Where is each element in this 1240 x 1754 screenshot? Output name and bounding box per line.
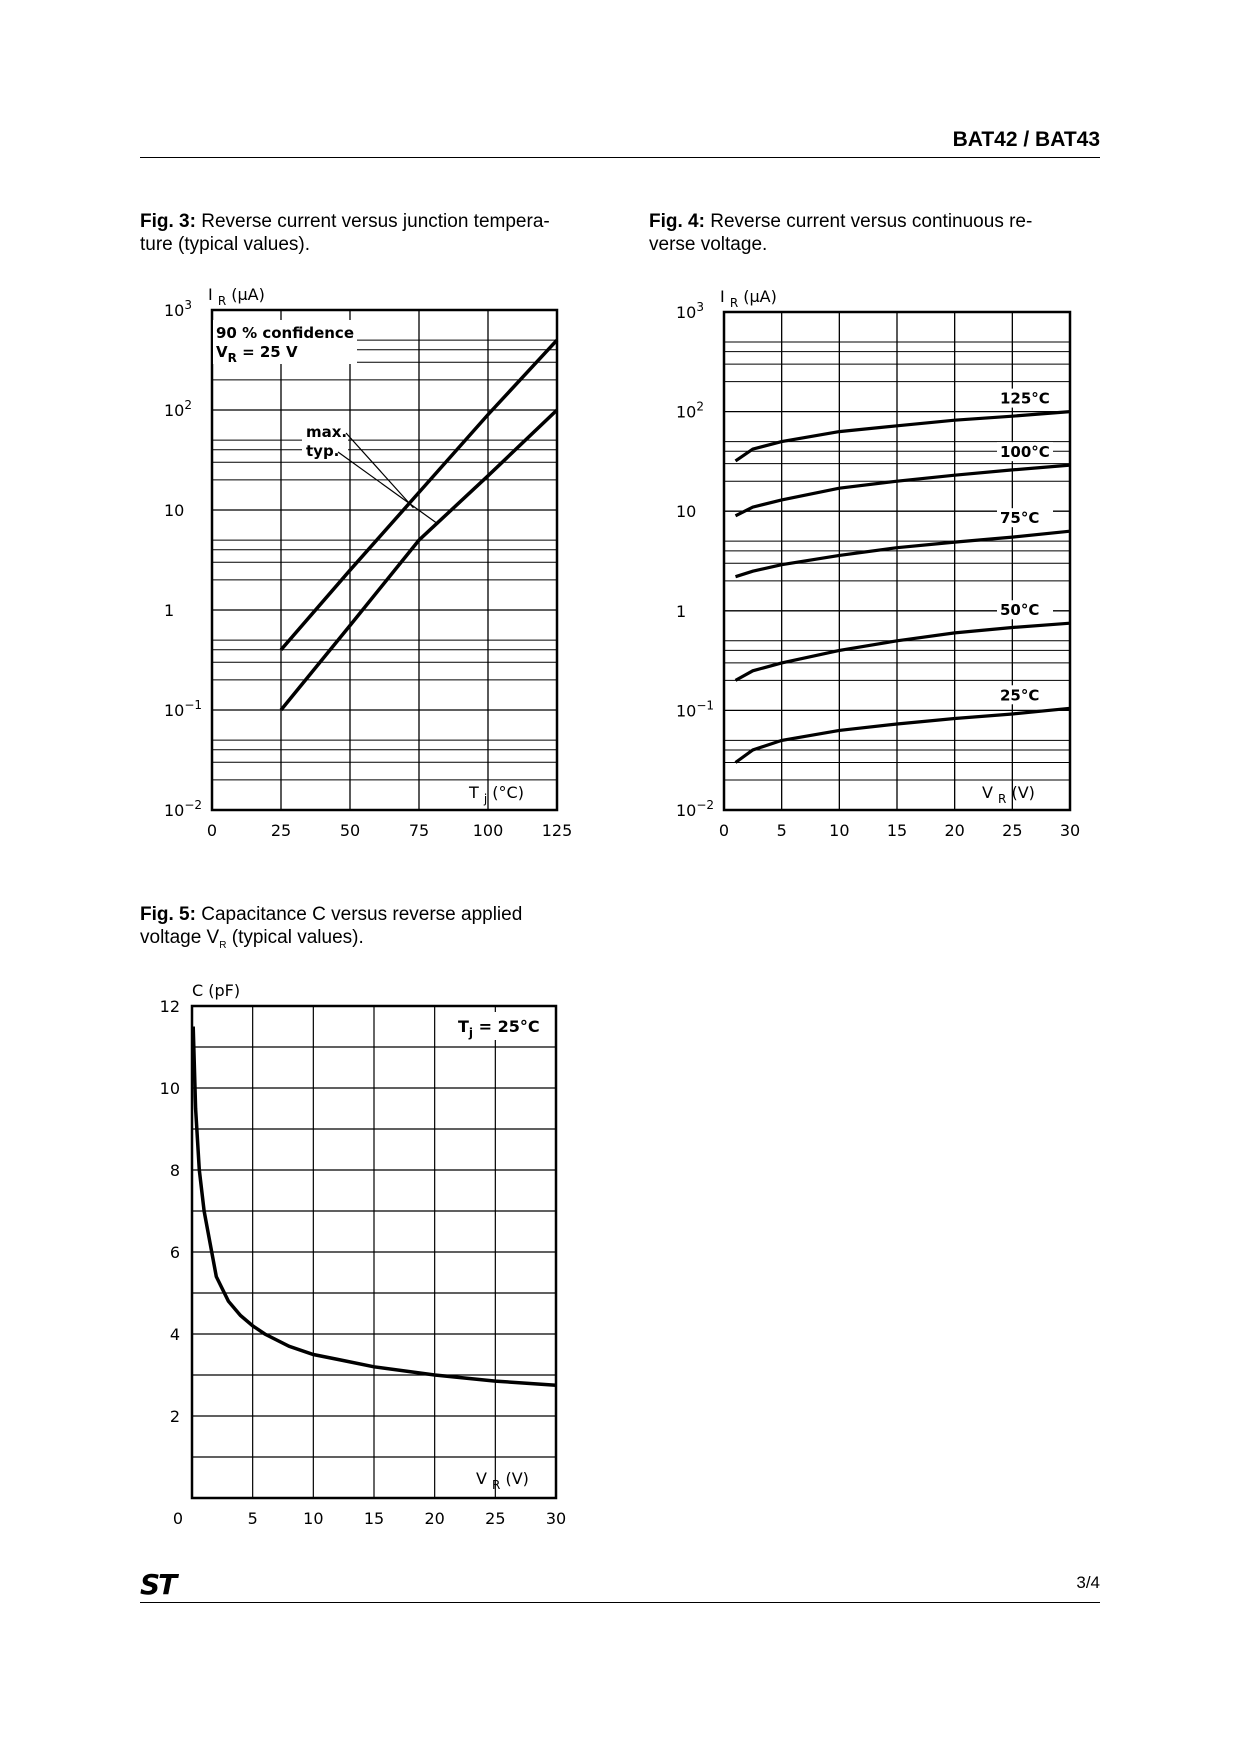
- fig4-series-4-label: 25°C: [1000, 686, 1040, 705]
- fig5-caption-subscript: R: [219, 939, 227, 951]
- fig3-x-tick-label: 0: [206, 821, 218, 840]
- st-logo-text: ST: [140, 1568, 176, 1601]
- fig3-label-max: max.: [306, 423, 348, 441]
- fig5-caption-line2b: (typical values).: [226, 927, 364, 948]
- fig4-series-2-line: [736, 531, 1071, 577]
- fig5-y-axis-label: C (pF): [192, 981, 241, 1000]
- fig4-caption: [649, 210, 1097, 256]
- fig4-chart: [660, 280, 1100, 840]
- fig3-annotation-confidence: 90 % confidence: [216, 324, 354, 342]
- fig3-x-tick-label: 100: [472, 821, 504, 840]
- fig5-y-tick-label: 8: [169, 1161, 180, 1180]
- fig4-y-tick-label: $10^3$: [676, 300, 704, 322]
- fig3-chart: [140, 280, 580, 840]
- fig3-x-tick-label: 50: [339, 821, 361, 840]
- fig3-y-tick-label: 1: [164, 601, 175, 620]
- fig3-plot-frame: [212, 310, 557, 810]
- fig3-y-axis-label: I $_R$ (μA): [208, 285, 265, 308]
- fig3-caption-line2: ture (typical values).: [140, 234, 311, 255]
- document-title: BAT42 / BAT43: [952, 128, 1100, 151]
- fig4-y-tick-label: 1: [676, 601, 687, 621]
- fig5-x-axis-label: V $_R$ (V): [476, 1469, 529, 1492]
- page-number: 3/4: [1076, 1573, 1100, 1592]
- fig4-y-tick-label: $10^2$: [676, 399, 704, 422]
- fig4-y-tick-label: 10: [676, 502, 697, 522]
- fig4-x-axis-label: V $_R$ (V): [982, 783, 1035, 806]
- fig5-x-tick-label: 0: [172, 1509, 184, 1528]
- fig5-caption-line1: Capacitance C versus reverse applied: [201, 904, 523, 925]
- fig5-caption-label: Fig. 5:: [140, 904, 196, 925]
- fig4-y-axis-label: I $_R$ (μA): [720, 287, 777, 310]
- fig4-y-tick-label: $10^{-2}$: [676, 798, 715, 820]
- fig4-x-tick-label: 5: [776, 821, 787, 840]
- fig5-x-tick-label: 20: [424, 1509, 445, 1528]
- fig3-y-tick-label: $10^3$: [164, 298, 192, 320]
- fig5-caption: [140, 903, 588, 957]
- fig3-caption-label: Fig. 3:: [140, 211, 196, 232]
- fig4-caption-line2: verse voltage.: [649, 234, 768, 255]
- fig3-caption: [140, 210, 588, 256]
- fig5-y-tick-label: 2: [169, 1407, 180, 1426]
- fig3-caption-line1: Reverse current versus junction tempera-: [201, 211, 550, 232]
- fig3-y-tick-label: $10^2$: [164, 398, 192, 420]
- fig3-x-tick-label: 75: [408, 821, 430, 840]
- fig5-y-tick-label: 10: [159, 1079, 180, 1098]
- fig4-x-tick-label: 25: [1002, 821, 1023, 840]
- fig5-annotation: $T_j = 25^\circ C$: [458, 1017, 540, 1040]
- fig4-series-3-label: 50°C: [1000, 601, 1040, 620]
- fig3-y-tick-label: $10^{-1}$: [164, 698, 203, 720]
- fig4-x-tick-label: 30: [1059, 821, 1081, 840]
- fig5-y-tick-label: 6: [169, 1243, 180, 1262]
- fig3-label-typ: typ.: [306, 442, 340, 460]
- fig5-x-tick-label: 30: [545, 1509, 567, 1528]
- fig4-series-3-line: [736, 623, 1071, 680]
- st-logo: [140, 1568, 175, 1601]
- fig5-y-tick-label: 12: [159, 997, 180, 1016]
- fig4-series-0-label: 125°C: [1000, 389, 1050, 408]
- fig4-series-2-label: 75°C: [1000, 509, 1040, 528]
- fig5-x-tick-label: 5: [247, 1509, 258, 1528]
- fig4-series-1-label: 100°C: [1000, 443, 1050, 462]
- fig3-x-tick-label: 25: [270, 821, 292, 840]
- fig4-x-tick-label: 20: [944, 821, 965, 840]
- header-rule: [140, 157, 1100, 158]
- fig5-caption-line2a: voltage V: [140, 927, 220, 948]
- fig4-caption-line1: Reverse current versus continuous re-: [710, 211, 1033, 232]
- fig4-y-tick-label: $10^{-1}$: [676, 698, 715, 721]
- fig5-chart: [140, 975, 580, 1535]
- footer-rule: [140, 1602, 1100, 1603]
- fig3-x-tick-label: 125: [541, 821, 573, 840]
- fig3-leader-max: [346, 433, 413, 508]
- fig4-x-tick-label: 0: [718, 821, 730, 840]
- fig3-annotation-voltage: $V_R = 25$ V: [216, 343, 298, 365]
- fig5-x-tick-label: 25: [485, 1509, 506, 1528]
- fig3-y-tick-label: $10^{-2}$: [164, 798, 203, 820]
- fig4-caption-label: Fig. 4:: [649, 211, 705, 232]
- fig5-x-tick-label: 10: [303, 1509, 324, 1528]
- fig5-y-tick-label: 4: [169, 1325, 180, 1344]
- fig4-series-4-line: [736, 708, 1071, 762]
- fig3-y-tick-label: 10: [164, 501, 185, 520]
- fig4-x-tick-label: 15: [886, 821, 908, 840]
- fig5-x-tick-label: 15: [363, 1509, 385, 1528]
- fig3-x-axis-label: T $_j$ (°C): [469, 783, 524, 806]
- fig4-x-tick-label: 10: [829, 821, 850, 840]
